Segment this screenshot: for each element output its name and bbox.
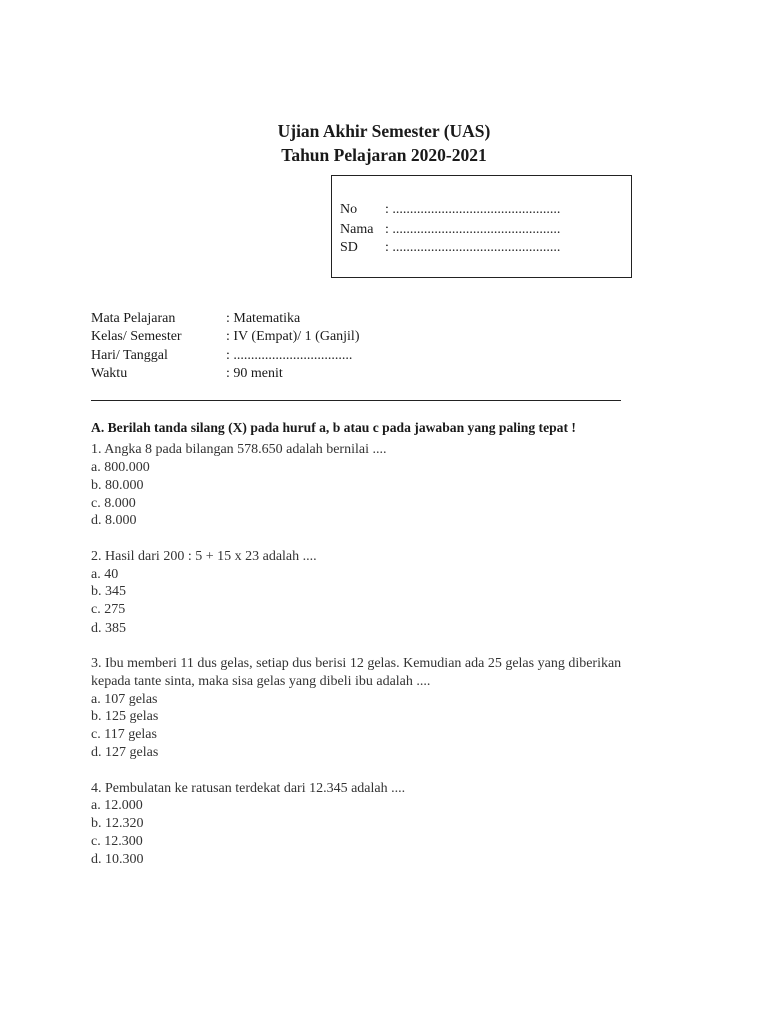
question-4-stem: 4. Pembulatan ke ratusan terdekat dari 12.345 adalah .... (91, 781, 406, 796)
exam-info-label: Kelas/ Semester (91, 329, 182, 344)
question-1-option-c: c. 8.000 (91, 496, 136, 511)
question-4-option-a: a. 12.000 (91, 798, 143, 813)
exam-title: Ujian Akhir Semester (UAS) (277, 121, 491, 141)
question-1-stem: 1. Angka 8 pada bilangan 578.650 adalah bernilai .... (91, 442, 387, 457)
question-4-option-c: c. 12.300 (91, 834, 143, 849)
question-4-option-d: d. 10.300 (91, 852, 144, 867)
identity-label: SD (340, 240, 358, 255)
identity-row-no (340, 201, 560, 219)
question-2-option-d: d. 385 (91, 621, 126, 636)
question-2-option-a: a. 40 (91, 567, 119, 582)
question-1-option-b: b. 80.000 (91, 478, 144, 493)
exam-info-value: : Matematika (226, 311, 301, 326)
question-3-option-b: b. 125 gelas (91, 709, 159, 724)
identity-label: Nama (340, 222, 374, 237)
question-3-option-c: c. 117 gelas (91, 727, 157, 742)
section-a-instruction: A. Berilah tanda silang (X) pada huruf a, b atau c pada jawaban yang paling tepat ! (91, 420, 576, 435)
question-2-option-b: b. 345 (91, 584, 126, 599)
exam-info-value: : IV (Empat)/ 1 (Ganjil) (226, 329, 360, 344)
exam-info-value: : 90 menit (226, 366, 283, 381)
identity-value: : ................................................ (385, 202, 561, 217)
question-3-stem: 3. Ibu memberi 11 dus gelas, setiap dus berisi 12 gelas. Kemudian ada 25 gelas yang diberikan (91, 656, 622, 671)
question-1-option-a: a. 800.000 (91, 460, 150, 475)
question-4-option-b: b. 12.320 (91, 816, 144, 831)
identity-row-nama (340, 221, 560, 239)
exam-subtitle: Tahun Pelajaran 2020-2021 (281, 145, 487, 165)
question-3-option-a: a. 107 gelas (91, 692, 158, 707)
exam-info-value: : .................................. (226, 348, 353, 363)
exam-info-time (91, 365, 283, 383)
exam-info-label: Waktu (91, 366, 128, 381)
divider (91, 400, 621, 401)
exam-info-subject (91, 310, 300, 328)
question-3-option-d: d. 127 gelas (91, 745, 159, 760)
exam-info-label: Hari/ Tanggal (91, 348, 168, 363)
question-2-option-c: c. 275 (91, 602, 126, 617)
identity-row-sd (340, 239, 560, 257)
identity-label: No (340, 202, 358, 217)
exam-info-label: Mata Pelajaran (91, 311, 176, 326)
exam-info-date (91, 347, 352, 365)
question-2-stem: 2. Hasil dari 200 : 5 + 15 x 23 adalah .... (91, 549, 317, 564)
question-1-option-d: d. 8.000 (91, 513, 137, 528)
question-3-stem-continued: kepada tante sinta, maka sisa gelas yang dibeli ibu adalah .... (91, 674, 431, 689)
identity-box (331, 175, 632, 278)
exam-info-class (91, 328, 360, 346)
identity-value: : ................................................ (385, 222, 561, 237)
identity-value: : ................................................ (385, 240, 561, 255)
